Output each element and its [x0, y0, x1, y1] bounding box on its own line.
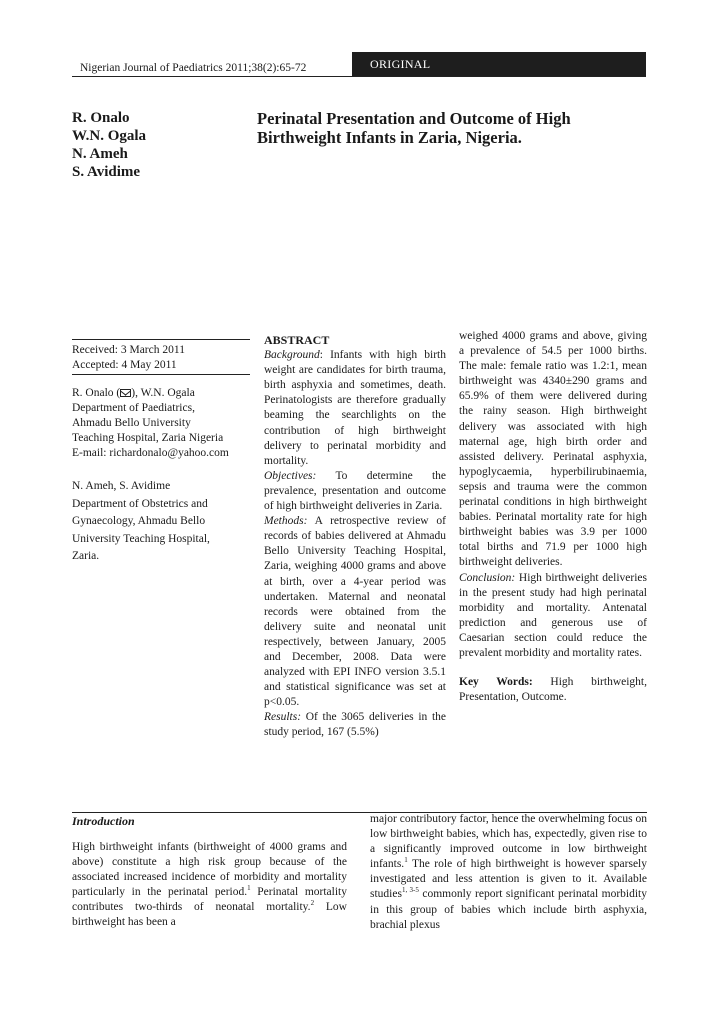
affiliation-1 — [72, 386, 262, 461]
affil-inst: University Teaching Hospital, — [72, 532, 210, 545]
header-rule — [72, 76, 645, 77]
author-name: S. Avidime — [72, 164, 141, 180]
accepted-date: Accepted: 4 May 2011 — [72, 359, 177, 371]
title-line: Perinatal Presentation and Outcome of High — [257, 109, 571, 128]
intro-column-2 — [370, 812, 647, 933]
envelope-icon — [120, 389, 131, 397]
abstract-column-2 — [459, 329, 647, 705]
author-name: N. Ameh — [72, 146, 128, 162]
abstract-conclusion: Conclusion: High birthweight deliveries in the present study had high perinatal morbidity and mortality. Antenatal prediction and generous use of Caesarian section could reduce the prevalent morbidity and mortality rates. — [459, 571, 647, 659]
affil-inst: Ahmadu Bello University — [72, 417, 191, 429]
citation: 1, 3-5 — [401, 886, 419, 895]
introduction-heading: Introduction — [72, 814, 135, 828]
article-title — [257, 109, 647, 147]
abstract-objectives: Objectives: To determine the prevalence, presentation and outcome of high birthweight deliveries in Zaria. — [264, 469, 446, 513]
article-dates — [72, 343, 185, 373]
abstract-results-cont: weighed 4000 grams and above, giving a prevalence of 54.5 per 1000 births. The male: female ratio was 1.2:1, mean birthweight was 4340±290 grams and 65.9% of them were delivered during the rainy season. High birthweight delivery was associated with high maternal age, high birth order and assisted delivery. Perinatal asphyxia, hypoglycaemia, hyperbilirubinaemia, sepsis and trauma were the common perinatal conditions in high birthweight babies. Perinatal mortality rate for high birthweight babies was 3.9 per 1000 total births and 71.9 per 1000 high birthweight deliveries. — [459, 330, 647, 569]
contact-email[interactable]: E-mail: richardonalo@yahoo.com — [72, 447, 229, 459]
affil-names: R. Onalo ( ), W.N. Ogala — [72, 387, 195, 399]
affil-dept: Department of Obstetrics and — [72, 497, 208, 510]
badge-label: ORIGINAL — [370, 57, 431, 71]
abstract-methods: Methods: A retrospective review of records of babies delivered at Ahmadu Bello University Teaching Hospital, Zaria, weighing 4000 grams and above at birth, over a 4-year period was undertaken. Maternal and neonatal records were obtained from the delivery suite and neonatal unit respectively, between January, 2005 and December, 2008. Data were analyzed with EPI INFO version 3.5.1 and statistical significance was set at p<0.05. — [264, 515, 446, 709]
article-type-badge — [352, 52, 646, 77]
intro-paragraph: High birthweight infants (birthweight of 4000 grams and above) constitute a high risk group because of the associated increased incidence of morbidity and mortality particularly in the perinatal period.$^1$ Perinatal mortality contributes two-thirds of neonatal mortality.$^2$ Low birthweight has been a — [72, 841, 347, 929]
affil-inst: Teaching Hospital, Zaria Nigeria — [72, 432, 224, 444]
affil-names: N. Ameh, S. Avidime — [72, 480, 171, 492]
citation: 2 — [310, 899, 315, 908]
intro-column-1 — [72, 840, 347, 931]
abstract-heading: ABSTRACT — [264, 333, 330, 347]
affil-city: Zaria. — [72, 550, 100, 562]
dates-top-rule — [72, 339, 250, 340]
abstract-column-1 — [264, 333, 446, 741]
journal-citation: Nigerian Journal of Paediatrics 2011;38(2):65-72 — [80, 62, 307, 74]
author-name: R. Onalo — [72, 110, 130, 126]
citation: 1 — [247, 884, 251, 893]
affil-dept: Department of Paediatrics, — [72, 402, 195, 414]
dates-bottom-rule — [72, 374, 250, 375]
author-list — [72, 109, 146, 181]
affiliation-2 — [72, 478, 262, 566]
citation: 1 — [404, 856, 408, 865]
author-name: W.N. Ogala — [72, 128, 147, 144]
affil-dept: Gynaecology, Ahmadu Bello — [72, 515, 206, 527]
abstract-background: Background: Infants with high birth weight are candidates for birth trauma, birth asphyxia and sometimes, death. Perinatologists are therefore gradually beaming the searchlights on the contribution of high birthweight delivery to perinatal morbidity and mortality. — [264, 349, 446, 467]
received-date: Received: 3 March 2011 — [72, 344, 185, 356]
abstract-results: Results: Of the 3065 deliveries in the study period, 167 (5.5%) — [264, 711, 446, 739]
title-line: Birthweight Infants in Zaria, Nigeria. — [257, 128, 522, 147]
intro-paragraph: major contributory factor, hence the overwhelming focus on low birthweight babies, which has, expectedly, given rise to a significantly improved outcome in low birthweight infants.$^1$ The role of high birthweight is however sparsely investigated and less attention is given to it. Available studies$^{1, 3-5}$ commonly report significant perinatal morbidity in this group of babies which include birth asphyxia, brachial plexus — [370, 813, 648, 931]
abstract-keywords: Key Words: High birthweight, Presentation, Outcome. — [459, 676, 647, 704]
